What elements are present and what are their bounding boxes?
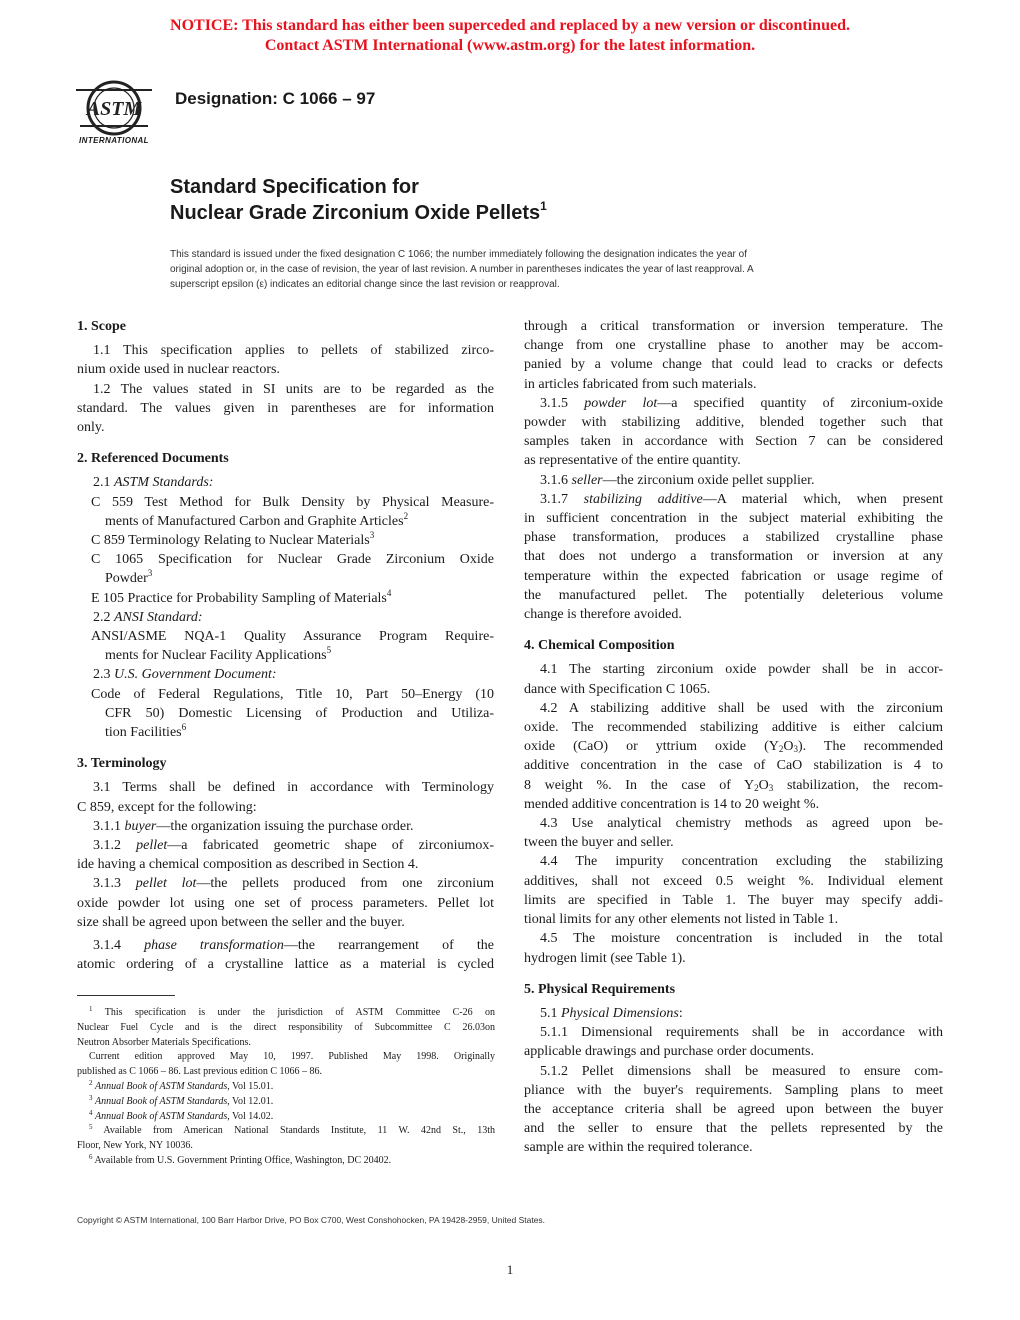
section-2-heading: 2. Referenced Documents [77,451,229,467]
footnotes: $^1$ This specification is under the jurisdiction of ASTM Committee C-26 on Nuclear Fuel Cycle and is the direct responsibility of Subcommittee C 26.03on Neutron Absorber Materials Specifications. Current edition approved May 10, 1997. Published May 1998. Originally published as C 1066 – 86. Last previous edition C 1066 – 86. $^2$ Annual Book of ASTM Standards, Vol 15.01. $^3$ Annual Book of ASTM Standards, Vol 12.01. $^4$ Annual Book of ASTM Standards, Vol 14.02. $^5$ Available from American National Standards Institute, 11 W. 42nd St., 13th Floor, New York, NY 10036. $^6$ Available from U.S. Government Printing Office, Washington, DC 20402. [77,1005,496,1166]
left-column: 1. Scope 1.1 This specification applies to pellets of stabilized zirco- nium oxide used in nuclear reactors. 1.2 The values stated in SI units are to be regarded as the standard. The values given in parentheses are for information only. 2. Referenced Documents 2.1 ASTM Standards: C 559 Test Method for Bulk Density by Physical Measure- ments of Manufactured Carbon and Graphite Articles$^2$ C 859 Terminology Relating to Nuclear Materials$^3$ C 1065 Specification for Nuclear Grade Zirconium Oxide Powder$^3$ E 105 Practice for Probability Sampling of Materials$^4$ 2.2 ANSI Standard: ANSI/ASME NQA-1 Quality Assurance Program Require- ments for Nuclear Facility Applications$^5$ 2.3 U.S. Government Document: Code of Federal Regulations, Title 10, Part 50–Energy (10 CFR 50) Domestic Licensing of Production and Utiliza- tion Facilities$^6$ 3. Terminology 3.1 Terms shall be defined in accordance with Terminology C 859, except for the following: 3.1.1 buyer—the organization issuing the purchase order. 3.1.2 pellet—a fabricated geometric shape of zirconiumox- ide having a chemical composition as described in Section 4. 3.1.3 pellet lot—the pellets produced from one zirconium oxide powder lot using one set of process parameters. Pellet lot size shall be agreed upon between the seller and the buyer. 3.1.4 phase transformation—the rearrangement of the atomic ordering of a crystalline lattice as a material is cycled [77,319,495,973]
designation: Designation: C 1066 – 97 [175,89,376,108]
notice-line-1: NOTICE: This standard has either been superceded and replaced by a new version or discontinued. [170,17,850,34]
section-5-heading: 5. Physical Requirements [524,981,676,997]
issue-note: This standard is issued under the fixed designation C 1066; the number immediately following the designation indicates the year of original adoption or, in the case of revision, the year of last revision. A number in parentheses indicates the year of last reapproval. A superscript epsilon (ε) indicates an editorial change since the last revision or reapproval. [170,249,754,290]
notice-line-2: Contact ASTM International (www.astm.org) for the latest information. [264,37,756,54]
section-3-heading: 3. Terminology [77,756,167,772]
document-title [170,174,547,226]
logo-text: ASTM [86,98,142,120]
title-footnote-ref: 1 [540,199,547,213]
page-number: 1 [506,1262,514,1277]
right-column: through a critical transformation or inversion temperature. The change from one crystalline phase to another may be accom- panied by a volume change that could lead to cracks or defects in articles fabricated from such materials. 3.1.5 powder lot—a specified quantity of zirconium-oxide powder with stabilizing additive, blended together such that samples taken in accordance with Section 7 can be considered as representative of the entire quantity. 3.1.6 seller—the zirconium oxide pellet supplier. 3.1.7 stabilizing additive—A material which, when present in sufficient concentration in the subject material exhibiting the phase transformation, produces a stabilized crystalline phase that does not undergo a transformation or inversion at any temperature within the expected fabrication or usage regime of the manufactured pellet. The potentially deleterious volume change is therefore avoided. 4. Chemical Composition 4.1 The starting zirconium oxide powder shall be in accor- dance with Specification C 1065. 4.2 A stabilizing additive shall be used with the zirconium oxide. The recommended stabilizing additive is either calcium oxide (CaO) or yttrium oxide $(Y_2O_3)$. The recommended additive concentration in the case of CaO stabilization is 4 to 8 weight %. In the case of $Y_2O_3$ stabilization, the recom- mended additive concentration is 14 to 20 weight %. 4.3 Use analytical chemistry methods as agreed upon be- tween the buyer and seller. 4.4 The impurity concentration excluding the stabilizing additives, shall not exceed 0.5 weight %. Individual element limits are specified in Table 1. The buyer may specify addi- tional limits for any other elements not listed in Table 1. 4.5 The moisture concentration is included in the total hydrogen limit (see Table 1). 5. Physical Requirements 5.1 Physical Dimensions: 5.1.1 Dimensional requirements shall be in accordance with applicable drawings and purchase order documents. 5.1.2 Pellet dimensions shall be measured to ensure com- pliance with the buyer's requirements. Sampling plans to meet the acceptance criteria shall be agreed upon between the buyer and the seller to ensure that the pellets represented by the sample are within the required tolerance. [524,319,943,1156]
notice-banner [0,16,1020,56]
astm-logo [66,78,162,148]
section-4-heading: 4. Chemical Composition [524,638,675,654]
title-line-2: Nuclear Grade Zirconium Oxide Pellets$^1$ [170,199,547,224]
copyright: Copyright © ASTM International, 100 Barr Harbor Drive, PO Box C700, West Conshohocken, PA 19428-2959, United States. [77,1215,546,1225]
logo-caption: INTERNATIONAL [79,136,149,145]
title-line-1: Standard Specification for [170,176,419,198]
astm-logo-icon [66,78,162,136]
footnote-rule [77,995,175,996]
section-1-heading: 1. Scope [77,319,126,334]
